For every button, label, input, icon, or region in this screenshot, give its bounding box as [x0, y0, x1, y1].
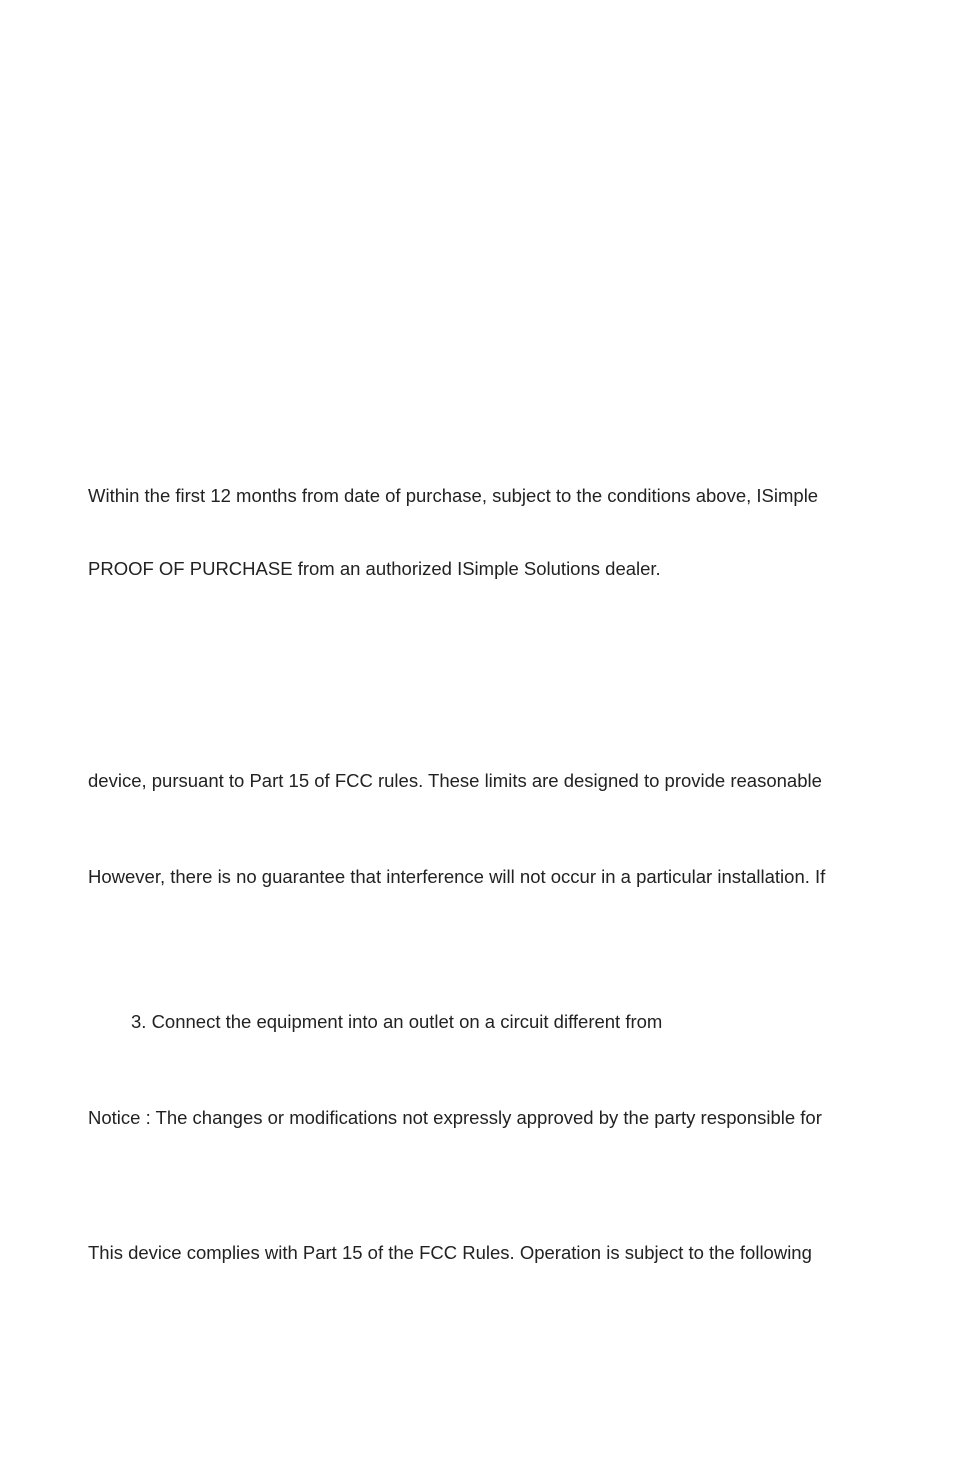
fcc-compliance-line: This device complies with Part 15 of the FCC Rules. Operation is subject to the following: [88, 1242, 812, 1263]
warranty-text-line: Within the first 12 months from date of purchase, subject to the conditions above, ISimple: [88, 485, 819, 506]
fcc-limits-line: device, pursuant to Part 15 of FCC rules. These limits are designed to provide reasonable: [88, 770, 822, 791]
interference-guarantee-line: However, there is no guarantee that interference will not occur in a particular installation. If: [88, 866, 826, 887]
list-item-connect-outlet: 3. Connect the equipment into an outlet on a circuit different from: [131, 1011, 663, 1032]
proof-of-purchase-line: PROOF OF PURCHASE from an authorized ISimple Solutions dealer.: [88, 558, 661, 579]
notice-modifications-line: Notice : The changes or modifications not expressly approved by the party responsible for: [88, 1107, 822, 1128]
